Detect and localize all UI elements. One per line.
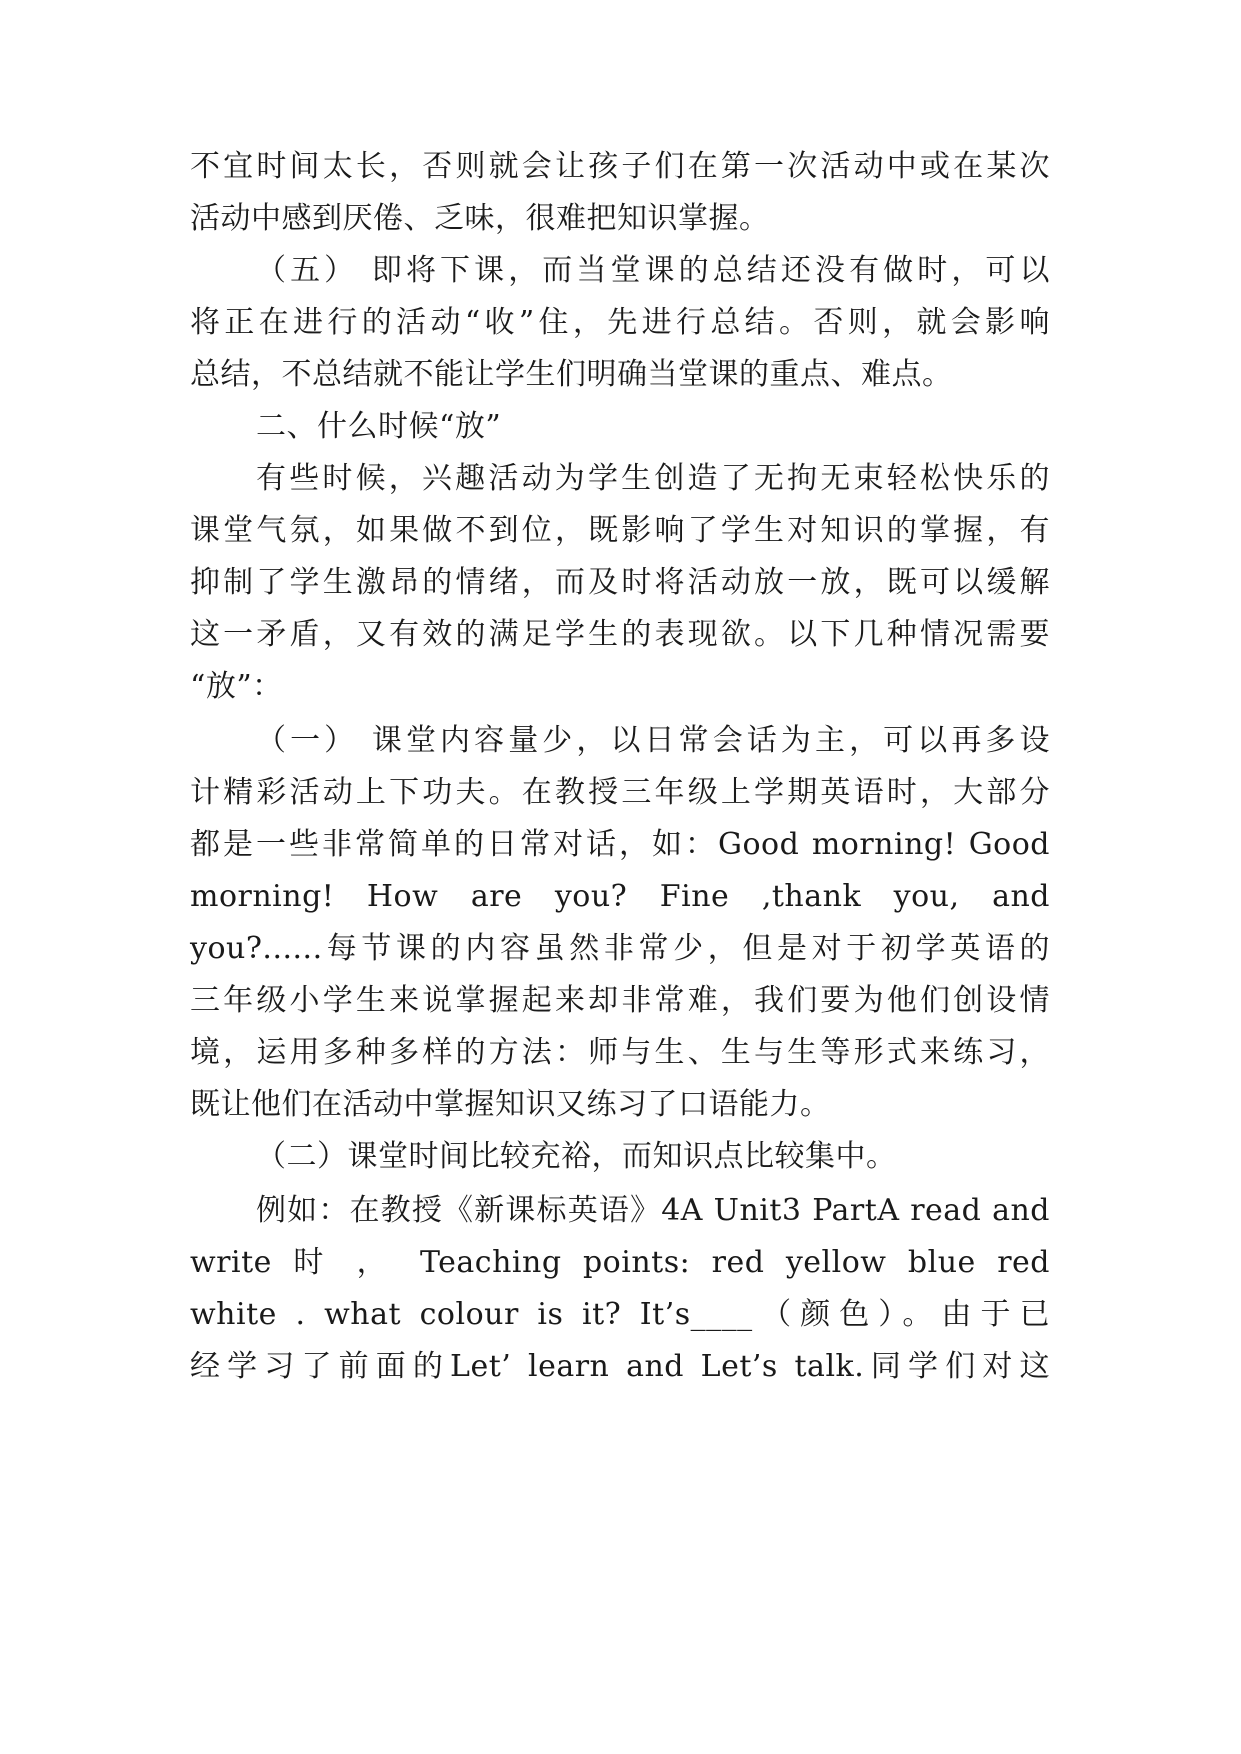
paragraph-line: （一） 课堂内容量少，以日常会话为主，可以再多设 [256, 723, 1050, 758]
paragraph-line: 例如：在教授《新课标英语》4A Unit3 PartA read and [256, 1193, 1050, 1228]
paragraph-line: 这一矛盾，又有效的满足学生的表现欲。以下几种情况需要 [190, 617, 1050, 652]
paragraph-line: 将正在进行的活动“收”住，先进行总结。否则，就会影响 [190, 305, 1050, 340]
paragraph-line: 抑制了学生激昂的情绪，而及时将活动放一放，既可以缓解 [190, 565, 1050, 600]
paragraph-line: write 时 ， Teaching points: red yellow blue red [190, 1245, 1050, 1280]
paragraph-line: 境，运用多种多样的方法：师与生、生与生等形式来练习， [190, 1035, 1050, 1070]
paragraph-line: 都是一些非常简单的日常对话，如：Good morning! Good [190, 827, 1050, 862]
paragraph-line: 不宜时间太长，否则就会让孩子们在第一次活动中或在某次 [190, 149, 1050, 184]
paragraph-line: （五） 即将下课，而当堂课的总结还没有做时，可以 [256, 253, 1050, 288]
paragraph-line: you?......每节课的内容虽然非常少，但是对于初学英语的 [190, 931, 1050, 966]
paragraph-line: 经学习了前面的Let’ learn and Let’s talk.同学们对这 [190, 1349, 1050, 1384]
paragraph-line: 课堂气氛，如果做不到位，既影响了学生对知识的掌握，有 [190, 513, 1050, 548]
paragraph-line: 三年级小学生来说掌握起来却非常难，我们要为他们创设情 [190, 983, 1050, 1018]
paragraph-line: 有些时候，兴趣活动为学生创造了无拘无束轻松快乐的 [256, 461, 1050, 496]
paragraph-line: “放”： [190, 669, 283, 704]
paragraph-line: 既让他们在活动中掌握知识又练习了口语能力。 [190, 1087, 831, 1122]
paragraph-line: 活动中感到厌倦、乏味，很难把知识掌握。 [190, 201, 770, 236]
paragraph-line: white . what colour is it? It’s____（颜色）。由于已 [190, 1297, 1050, 1332]
paragraph-line: 总结，不总结就不能让学生们明确当堂课的重点、难点。 [190, 357, 953, 392]
section-heading: 二、什么时候“放” [256, 409, 502, 444]
paragraph-line: （二）课堂时间比较充裕，而知识点比较集中。 [256, 1139, 897, 1174]
paragraph-line: 计精彩活动上下功夫。在教授三年级上学期英语时，大部分 [190, 775, 1050, 810]
paragraph-line: morning! How are you? Fine ,thank you, and [190, 879, 1050, 914]
